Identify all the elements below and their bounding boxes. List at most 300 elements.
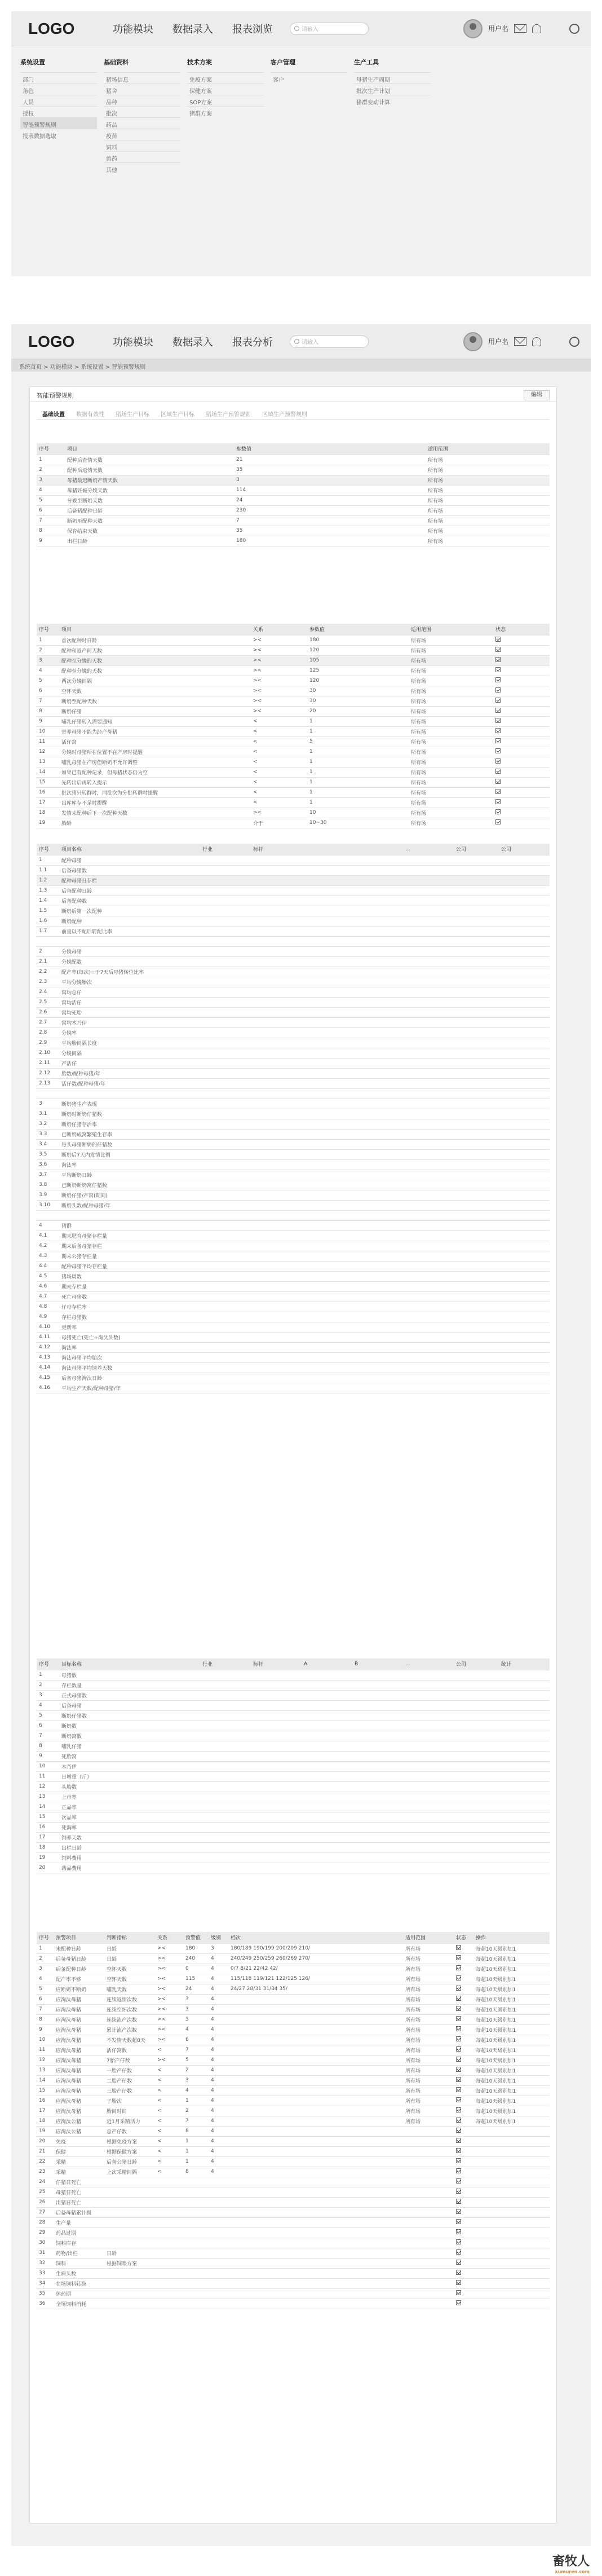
table-row[interactable] xyxy=(37,956,550,967)
checkbox[interactable] xyxy=(456,2087,461,2092)
table-row[interactable] xyxy=(37,946,550,956)
table-row[interactable] xyxy=(37,1241,550,1251)
menu-item[interactable]: 批次 xyxy=(104,106,180,117)
table-row[interactable] xyxy=(37,526,550,536)
menu-item[interactable]: 智能预警规则 xyxy=(20,117,97,129)
table-row[interactable] xyxy=(37,818,550,828)
logout-icon[interactable] xyxy=(569,337,579,347)
table-row[interactable] xyxy=(37,777,550,787)
table-row[interactable] xyxy=(37,757,550,767)
table-row[interactable] xyxy=(37,2227,550,2238)
table-row[interactable] xyxy=(37,676,550,686)
checkbox[interactable] xyxy=(456,2199,461,2204)
table-row[interactable] xyxy=(37,1119,550,1129)
table-row[interactable] xyxy=(37,2197,550,2207)
bell-icon[interactable] xyxy=(532,24,541,33)
table-row[interactable] xyxy=(37,1170,550,1180)
checkbox[interactable] xyxy=(456,2138,461,2143)
table-row[interactable] xyxy=(37,1832,550,1842)
table-cell xyxy=(302,1792,352,1802)
table-row[interactable] xyxy=(37,1721,550,1731)
table-cell: 240/249 250/259 260/269 270/ xyxy=(228,1953,347,1964)
table-row[interactable] xyxy=(37,1342,550,1352)
table-cell xyxy=(251,1017,302,1027)
menu-item[interactable]: 角色 xyxy=(20,83,97,95)
menu-item[interactable]: 免疫方案 xyxy=(187,72,264,83)
table-row[interactable] xyxy=(37,2106,550,2116)
table-row[interactable] xyxy=(37,1312,550,1322)
table-cell: 淘汰率 xyxy=(59,1159,200,1170)
table-row[interactable] xyxy=(37,2004,550,2014)
menu-item[interactable]: 部门 xyxy=(20,72,97,83)
table-row[interactable] xyxy=(37,865,550,875)
checkbox[interactable] xyxy=(456,2016,461,2021)
table-row[interactable] xyxy=(37,885,550,896)
checkbox[interactable] xyxy=(456,2270,461,2275)
checkbox[interactable] xyxy=(495,708,501,713)
menu-list xyxy=(354,72,431,106)
table-row[interactable] xyxy=(37,536,550,546)
checkbox[interactable] xyxy=(456,2290,461,2295)
table-row[interactable] xyxy=(37,1180,550,1190)
nav-functions[interactable]: 功能模块 xyxy=(113,336,153,349)
table-row[interactable] xyxy=(37,635,550,645)
checkbox[interactable] xyxy=(456,1975,461,1980)
table-row[interactable] xyxy=(37,2024,550,2035)
table-row[interactable] xyxy=(37,1281,550,1291)
menu-item[interactable]: 饲料 xyxy=(104,140,180,151)
table-row[interactable] xyxy=(37,1802,550,1812)
tab[interactable]: 数据有效性 xyxy=(76,412,104,418)
edit-button[interactable]: 编辑 xyxy=(524,390,550,400)
table-cell xyxy=(251,875,302,885)
table-cell xyxy=(302,1842,352,1852)
checkbox[interactable] xyxy=(495,789,501,794)
menu-item[interactable]: 猪群变动计算 xyxy=(354,95,431,106)
table-cell xyxy=(454,1792,499,1802)
table-row[interactable] xyxy=(37,2187,550,2197)
table-row[interactable] xyxy=(37,716,550,726)
nav-data-entry[interactable]: 数据录入 xyxy=(172,336,213,349)
table-row[interactable] xyxy=(37,987,550,997)
table-cell: 所有场 xyxy=(409,645,493,655)
table-row[interactable] xyxy=(37,2126,550,2136)
menu-item[interactable]: 批次生产计划 xyxy=(354,83,431,95)
table-row[interactable] xyxy=(37,1731,550,1741)
table-cell: 饲料费用 xyxy=(59,1852,200,1863)
table-row[interactable] xyxy=(37,1302,550,1312)
table-cell: 10~30 xyxy=(307,818,409,828)
table-row[interactable] xyxy=(37,2177,550,2187)
table-row[interactable] xyxy=(37,1109,550,1119)
table-row[interactable] xyxy=(37,665,550,676)
checkbox[interactable] xyxy=(495,799,501,804)
checkbox[interactable] xyxy=(456,2209,461,2214)
table-cell xyxy=(200,1751,251,1761)
table-row[interactable] xyxy=(37,767,550,777)
mail-icon[interactable] xyxy=(514,337,526,346)
table-cell xyxy=(403,1312,454,1322)
table-row[interactable] xyxy=(37,475,550,485)
checkbox[interactable] xyxy=(456,2229,461,2234)
table-row[interactable] xyxy=(37,2146,550,2156)
table-row[interactable] xyxy=(37,1741,550,1751)
table-row[interactable] xyxy=(37,1771,550,1781)
checkbox[interactable] xyxy=(456,1945,461,1950)
username[interactable]: 用户名 xyxy=(488,25,508,33)
table-row[interactable] xyxy=(37,2096,550,2106)
bell-icon[interactable] xyxy=(532,337,541,346)
table-row[interactable] xyxy=(37,455,550,465)
table-cell: 1 xyxy=(307,716,409,726)
table-cell: 后备母猪数 xyxy=(59,865,200,875)
table-row[interactable] xyxy=(37,926,550,936)
table-row[interactable] xyxy=(37,2014,550,2024)
table-row[interactable] xyxy=(37,1984,550,1994)
table-row[interactable] xyxy=(37,2217,550,2227)
menu-item[interactable]: 药品 xyxy=(104,117,180,129)
table-row[interactable] xyxy=(37,1792,550,1802)
search-input[interactable]: 请输入 xyxy=(290,23,369,35)
tab[interactable]: 猪场生产目标 xyxy=(116,412,149,418)
table-cell xyxy=(454,2278,473,2288)
table-row[interactable] xyxy=(37,936,550,946)
table-row[interactable] xyxy=(37,505,550,515)
table-cell xyxy=(352,977,403,987)
table-row[interactable] xyxy=(37,1852,550,1863)
checkbox[interactable] xyxy=(456,1986,461,1991)
table-row[interactable] xyxy=(37,1210,550,1220)
checkbox[interactable] xyxy=(456,2189,461,2194)
table-row[interactable] xyxy=(37,787,550,797)
table-cell: 19 xyxy=(37,818,59,828)
table-cell: 17 xyxy=(37,797,59,808)
table-row[interactable] xyxy=(37,1751,550,1761)
checkbox[interactable] xyxy=(456,2128,461,2133)
table-row[interactable] xyxy=(37,1129,550,1139)
avatar[interactable] xyxy=(463,332,483,351)
table-row[interactable] xyxy=(37,2035,550,2045)
table-row[interactable] xyxy=(37,645,550,655)
table-row[interactable] xyxy=(37,1068,550,1078)
table-row[interactable] xyxy=(37,1964,550,1974)
table-row[interactable] xyxy=(37,1058,550,1068)
table-row[interactable] xyxy=(37,2248,550,2258)
table-row[interactable] xyxy=(37,1078,550,1088)
table-row[interactable] xyxy=(37,1200,550,1210)
table-row[interactable] xyxy=(37,1953,550,1964)
table-row[interactable] xyxy=(37,916,550,926)
table-row[interactable] xyxy=(37,1352,550,1362)
table-row[interactable] xyxy=(37,1048,550,1058)
checkbox[interactable] xyxy=(456,2239,461,2244)
table-row[interactable] xyxy=(37,1842,550,1852)
page1-frame xyxy=(11,11,591,276)
table-cell: 哺乳仔猪 xyxy=(59,1741,200,1751)
table-cell xyxy=(347,2085,403,2096)
table-row[interactable] xyxy=(37,1322,550,1332)
table-cell xyxy=(454,1994,473,2004)
table-row[interactable] xyxy=(37,875,550,885)
table-cell xyxy=(347,2197,403,2207)
table-row[interactable] xyxy=(37,2045,550,2055)
table-cell xyxy=(352,916,403,926)
mail-icon[interactable] xyxy=(514,24,526,33)
table-cell: 断奶后7天内发情比例 xyxy=(59,1149,200,1159)
table-row[interactable] xyxy=(37,1761,550,1771)
table-cell: >< xyxy=(251,645,307,655)
table-row[interactable] xyxy=(37,1220,550,1230)
tab[interactable]: 猪场生产预警规则 xyxy=(206,412,251,418)
table-cell xyxy=(209,2227,228,2238)
table-row[interactable] xyxy=(37,2278,550,2288)
table-row[interactable] xyxy=(37,736,550,747)
table-row[interactable] xyxy=(37,1812,550,1822)
table-row[interactable] xyxy=(37,977,550,987)
table-row[interactable] xyxy=(37,1690,550,1700)
table-row[interactable] xyxy=(37,1038,550,1048)
table-row[interactable] xyxy=(37,2238,550,2248)
checkbox[interactable] xyxy=(495,687,501,692)
table-cell xyxy=(352,1038,403,1048)
table-row[interactable] xyxy=(37,1230,550,1241)
table-row[interactable] xyxy=(37,2055,550,2065)
checkbox[interactable] xyxy=(456,2280,461,2285)
table-row[interactable] xyxy=(37,2268,550,2278)
checkbox[interactable] xyxy=(456,2057,461,2062)
table-row[interactable] xyxy=(37,2288,550,2299)
checkbox[interactable] xyxy=(495,718,501,723)
table-row[interactable] xyxy=(37,2207,550,2217)
table-row[interactable] xyxy=(37,2116,550,2126)
table-row[interactable] xyxy=(37,2065,550,2075)
menu-item[interactable]: SOP方案 xyxy=(187,95,264,106)
table-row[interactable] xyxy=(37,465,550,475)
table-cell xyxy=(251,1761,302,1771)
checkbox[interactable] xyxy=(456,2158,461,2163)
table-row[interactable] xyxy=(37,797,550,808)
table-row[interactable] xyxy=(37,1190,550,1200)
table-cell: 连续流产次数 xyxy=(104,2014,155,2024)
table-row[interactable] xyxy=(37,686,550,696)
table-row[interactable] xyxy=(37,1822,550,1832)
menu-item[interactable]: 猪舍 xyxy=(104,83,180,95)
checkbox[interactable] xyxy=(456,2249,461,2255)
table-row[interactable] xyxy=(37,2085,550,2096)
table-row[interactable] xyxy=(37,1251,550,1261)
table-cell: 三胎产仔数 xyxy=(104,2085,155,2096)
checkbox[interactable] xyxy=(495,657,501,662)
table-cell: 连续空怀次数 xyxy=(104,2004,155,2014)
checkbox[interactable] xyxy=(495,647,501,652)
checkbox[interactable] xyxy=(456,2026,461,2031)
table-row[interactable] xyxy=(37,1680,550,1690)
checkbox[interactable] xyxy=(456,2168,461,2173)
logout-icon[interactable] xyxy=(569,24,579,34)
username[interactable]: 用户名 xyxy=(488,338,508,346)
nav-reports[interactable]: 报表浏览 xyxy=(232,23,273,36)
table-cell xyxy=(251,1129,302,1139)
table-row[interactable] xyxy=(37,655,550,665)
checkbox[interactable] xyxy=(456,2036,461,2041)
checkbox[interactable] xyxy=(495,748,501,753)
checkbox[interactable] xyxy=(456,2067,461,2072)
table-row[interactable] xyxy=(37,2075,550,2085)
table-row[interactable] xyxy=(37,967,550,977)
menu-item[interactable]: 猪群方案 xyxy=(187,106,264,117)
menu-item[interactable]: 人员 xyxy=(20,95,97,106)
checkbox[interactable] xyxy=(456,2097,461,2102)
checkbox[interactable] xyxy=(495,728,501,733)
table-row[interactable] xyxy=(37,1261,550,1271)
checkbox[interactable] xyxy=(456,2107,461,2112)
menu-item[interactable]: 其他 xyxy=(104,162,180,174)
table-row[interactable] xyxy=(37,1863,550,1873)
nav-functions[interactable]: 功能模块 xyxy=(113,23,153,36)
checkbox[interactable] xyxy=(456,1955,461,1960)
table-row[interactable] xyxy=(37,1383,550,1393)
checkbox[interactable] xyxy=(495,769,501,774)
table-row[interactable] xyxy=(37,1139,550,1149)
watermark-logo: 畜牧人 xumuren.com xyxy=(552,2554,590,2574)
checkbox[interactable] xyxy=(495,809,501,814)
checkbox[interactable] xyxy=(456,1965,461,1970)
table-cell xyxy=(493,777,550,787)
table-row[interactable] xyxy=(37,1373,550,1383)
table-row[interactable] xyxy=(37,1781,550,1792)
table-row[interactable] xyxy=(37,1017,550,1027)
table-row[interactable] xyxy=(37,1149,550,1159)
table-cell: 每超10天级别加1 xyxy=(473,1974,550,1984)
checkbox[interactable] xyxy=(495,819,501,824)
table-row[interactable] xyxy=(37,1710,550,1721)
table-row[interactable] xyxy=(37,1007,550,1017)
checkbox[interactable] xyxy=(495,698,501,703)
checkbox[interactable] xyxy=(456,2077,461,2082)
table-row[interactable] xyxy=(37,2299,550,2309)
header-cell: 标杆 xyxy=(251,844,302,855)
table-row[interactable] xyxy=(37,726,550,736)
checkbox[interactable] xyxy=(456,2046,461,2052)
table-row[interactable] xyxy=(37,1943,550,1953)
menu-item[interactable]: 疫苗 xyxy=(104,129,180,140)
checkbox[interactable] xyxy=(495,677,501,682)
table-cell xyxy=(209,2248,228,2258)
menu-item[interactable]: 品种 xyxy=(104,95,180,106)
checkbox[interactable] xyxy=(456,2219,461,2224)
table-row[interactable] xyxy=(37,747,550,757)
table-cell: 所有场 xyxy=(409,686,493,696)
table-cell xyxy=(352,1781,403,1792)
table-cell xyxy=(403,977,454,987)
table-row[interactable] xyxy=(37,1994,550,2004)
table-row[interactable] xyxy=(37,2167,550,2177)
nav-data-entry[interactable]: 数据录入 xyxy=(172,23,213,36)
table-row[interactable] xyxy=(37,906,550,916)
table-cell: 30 xyxy=(37,2238,54,2248)
table-row[interactable] xyxy=(37,1088,550,1099)
menu-item[interactable]: 兽药 xyxy=(104,151,180,162)
table-cell: 后备母猪累计损 xyxy=(54,2207,104,2217)
tab[interactable]: 基础设置 xyxy=(42,412,65,418)
checkbox[interactable] xyxy=(495,758,501,764)
tab[interactable]: 区域生产目标 xyxy=(161,412,194,418)
table-row[interactable] xyxy=(37,1974,550,1984)
table-row[interactable] xyxy=(37,1159,550,1170)
table-cell xyxy=(251,1832,302,1842)
table-row[interactable] xyxy=(37,1670,550,1680)
checkbox[interactable] xyxy=(456,1996,461,2001)
table-row[interactable] xyxy=(37,2156,550,2167)
menu-item[interactable]: 客户 xyxy=(271,72,347,83)
checkbox[interactable] xyxy=(456,2178,461,2184)
table-row[interactable] xyxy=(37,1362,550,1373)
table-row[interactable] xyxy=(37,1291,550,1302)
menu-item[interactable]: 授权 xyxy=(20,106,97,117)
table-cell xyxy=(403,1771,454,1781)
table-row[interactable] xyxy=(37,706,550,716)
table-row[interactable] xyxy=(37,1332,550,1342)
search-input[interactable]: 请输入 xyxy=(290,336,369,348)
table-cell: 仔母存栏率 xyxy=(59,1302,200,1312)
nav-report-analysis[interactable]: 报表分析 xyxy=(232,336,273,349)
table-cell: 后备猪配种日龄 xyxy=(65,505,234,515)
table-cell xyxy=(454,1200,499,1210)
table-cell: 木乃伊 xyxy=(59,1761,200,1771)
table-row[interactable] xyxy=(37,808,550,818)
table-row[interactable] xyxy=(37,2258,550,2268)
table-row[interactable] xyxy=(37,997,550,1007)
checkbox[interactable] xyxy=(456,2148,461,2153)
menu-item[interactable]: 猪场信息 xyxy=(104,72,180,83)
checkbox[interactable] xyxy=(495,637,501,642)
table-row[interactable] xyxy=(37,2136,550,2146)
checkbox[interactable] xyxy=(495,667,501,672)
table-row[interactable] xyxy=(37,1271,550,1281)
checkbox[interactable] xyxy=(495,779,501,784)
checkbox[interactable] xyxy=(456,2118,461,2123)
table-cell: 根据免疫方案 xyxy=(104,2136,155,2146)
table-row[interactable] xyxy=(37,1027,550,1038)
avatar[interactable] xyxy=(463,19,483,38)
table-row[interactable] xyxy=(37,1099,550,1109)
table-cell: 次品率 xyxy=(59,1812,200,1822)
table-row[interactable] xyxy=(37,855,550,865)
table-cell xyxy=(37,1210,59,1220)
table-cell: 每超10天级别加1 xyxy=(473,2106,550,2116)
table-row[interactable] xyxy=(37,1700,550,1710)
table-cell xyxy=(347,1974,403,1984)
menu-item[interactable]: 报表数据选取 xyxy=(20,129,97,140)
table-cell xyxy=(454,1362,499,1373)
checkbox[interactable] xyxy=(456,2006,461,2011)
menu-item[interactable]: 母猪生产周期 xyxy=(354,72,431,83)
table-row[interactable] xyxy=(37,485,550,495)
table-row[interactable] xyxy=(37,495,550,505)
table-cell: < xyxy=(251,726,307,736)
tab[interactable]: 区域生产预警规则 xyxy=(262,412,307,418)
table-row[interactable] xyxy=(37,515,550,526)
menu-item[interactable]: 保健方案 xyxy=(187,83,264,95)
table-cell xyxy=(499,875,550,885)
table-row[interactable] xyxy=(37,696,550,706)
checkbox[interactable] xyxy=(456,2260,461,2265)
table-row[interactable] xyxy=(37,896,550,906)
table-cell xyxy=(403,1099,454,1109)
table-cell: 所有场 xyxy=(409,808,493,818)
checkbox[interactable] xyxy=(495,738,501,743)
checkbox[interactable] xyxy=(456,2300,461,2305)
